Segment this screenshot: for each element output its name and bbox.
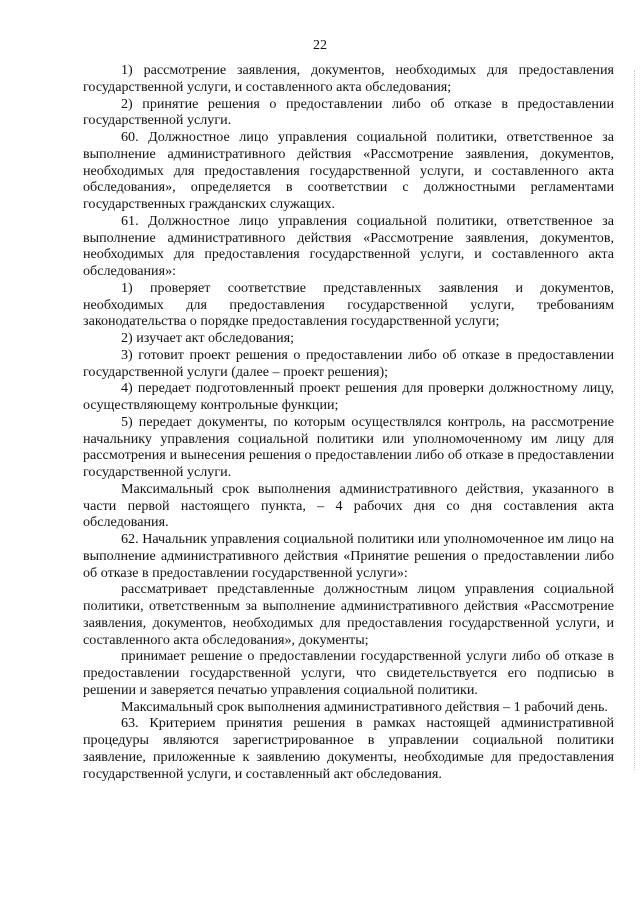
paragraph-item-2: 2) принятие решения о предоставлении либо об отказе в предоставлении государственной услуги.: [83, 95, 614, 129]
paragraph-61-deadline: Максимальный срок выполнения административного действия, указанного в части первой настоящего пункта, – 4 рабочих дня со дня составления акта обследования.: [83, 480, 614, 531]
paragraph-61-item-1: 1) проверяет соответствие представленных заявления и документов, необходимых для предоставления государственной услуги, требованиям законодательства о порядке предоставления государственной услуги;: [83, 279, 614, 330]
paragraph-62-deadline: Максимальный срок выполнения административного действия – 1 рабочий день.: [121, 698, 608, 715]
scan-edge-marks: [630, 70, 635, 770]
paragraph-62-reviews: рассматривает представленные должностным лицом управления социальной политики, ответственным за выполнение административного действия «Рассмотрение заявления, документов, необходимых для предоставления государственной услуги, и составленного акта обследования», документы;: [83, 581, 614, 648]
paragraph-62-decides: принимает решение о предоставлении государственной услуги либо об отказе в предоставлении государственной услуги, что свидетельствуется его подписью в решении и заверяется печатью управления социальной политики.: [83, 648, 614, 698]
paragraph-item-1: 1) рассмотрение заявления, документов, необходимых для предоставления государственной услуги, и составленного акта обследования;: [83, 62, 614, 95]
paragraph-61-item-5: 5) передает документы, по которым осуществлялся контроль, на рассмотрение начальнику управления социальной политики или уполномоченному им лицу для рассмотрения и вынесения решения о предоставлении либо об отказе в предоставлении государственной услуги.: [83, 413, 614, 480]
paragraph-61-item-2: 2) изучает акт обследования;: [121, 330, 295, 346]
paragraph-61-item-4: 4) передает подготовленный проект решения для проверки должностному лицу, осуществляющему контрольные функции;: [83, 380, 614, 413]
page-number: 22: [313, 38, 327, 53]
paragraph-61-item-3: 3) готовит проект решения о предоставлении либо об отказе в предоставлении государственной услуги (далее – проект решения);: [83, 346, 614, 380]
paragraph-clause-63: 63. Критерием принятия решения в рамках настоящей административной процедуры являются зарегистрированное в управлении социальной политики заявление, приложенные к заявлению документы, необходимые для предоставления государственной услуги, и составленный акт обследования.: [83, 715, 614, 782]
document-body: [83, 62, 614, 782]
paragraph-clause-62: 62. Начальник управления социальной политики или уполномоченное им лицо на выполнение административного действия «Принятие решения о предоставлении либо об отказе в предоставлении государственной услуги»:: [83, 531, 614, 581]
paragraph-clause-61: 61. Должностное лицо управления социальной политики, ответственное за выполнение административного действия «Рассмотрение заявления, документов, необходимых для предоставления государственной услуги, и составленного акта обследования»:: [83, 212, 614, 279]
paragraph-clause-60: 60. Должностное лицо управления социальной политики, ответственное за выполнение административного действия «Рассмотрение заявления, документов, необходимых для предоставления государственной услуги, и составленного акта обследования», определяется в соответствии с должностными регламентами государственных гражданских служащих.: [83, 129, 614, 212]
